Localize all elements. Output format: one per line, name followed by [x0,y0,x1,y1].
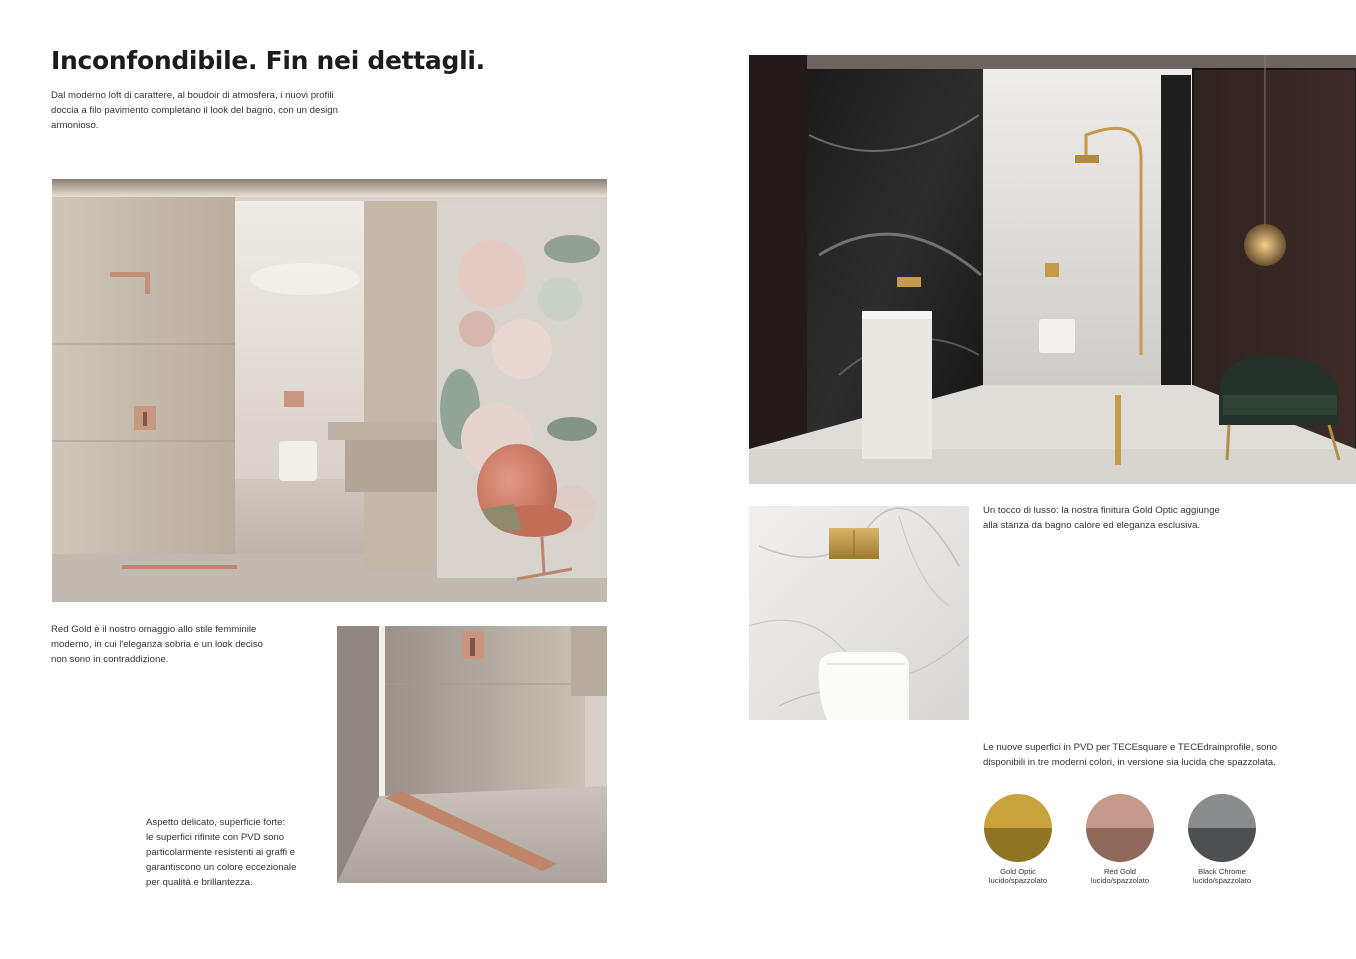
red-gold-color-disc [1086,794,1154,862]
bathroom-red-gold-photo [52,179,607,602]
swatch-gold-optic-label: Gold Optic lucido/spazzolato [988,867,1048,885]
swatch-black-chrome [1188,794,1256,862]
swatch-red-gold-label: Red Gold lucido/spazzolato [1090,867,1150,885]
red-gold-text: Red Gold è il nostro omaggio allo stile femminile moderno, in cui l'eleganza sobria e un look deciso non sono in contraddizione. [51,624,263,665]
page-title: Inconfondibile. Fin nei dettagli. [51,46,485,75]
swatch-black-chrome-label: Black Chrome lucido/spazzolato [1192,867,1252,885]
shower-drain-photo [337,626,607,883]
surfaces-text: Le nuove superfici in PVD per TECEsquare e TECEdrainprofile, sono disponibili in tre moderni colori, in versione sia lucida che spazzolata. [983,742,1278,768]
gold-flush-plate-illustration [749,506,969,720]
swatch-gold-optic [984,794,1052,862]
gold-optic-text: Un tocco di lusso: la nostra finitura Gold Optic aggiunge alla stanza da bagno calore ed eleganza esclusiva. [983,505,1220,531]
bathroom-red-gold-illustration [52,179,607,602]
intro-text: Dal moderno loft di carattere, al boudoir di atmosfera, i nuovi profili doccia a filo pavimento completano il look del bagno, con un design armonioso. [51,90,338,131]
shower-drain-illustration [337,626,607,883]
gold-flush-plate-photo [749,506,969,720]
swatch-red-gold [1086,794,1154,862]
gold-optic-color-disc [984,794,1052,862]
bathroom-gold-optic-photo [749,55,1356,484]
black-chrome-color-disc [1188,794,1256,862]
pvd-text: Aspetto delicato, superficie forte: le superfici rifinite con PVD sono particolarmente resistenti ai graffi e garantiscono un colore eccezionale per qualità e brillantezza. [146,817,297,888]
bathroom-gold-optic-illustration [749,55,1356,484]
